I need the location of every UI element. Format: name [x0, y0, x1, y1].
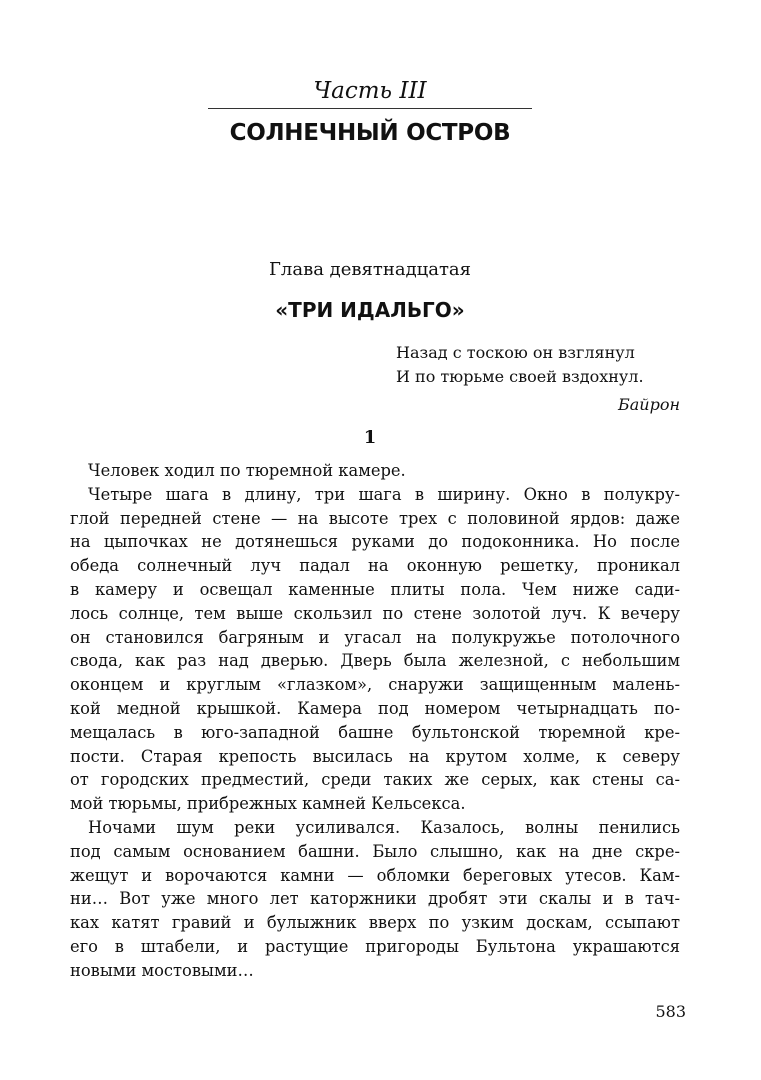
epigraph-line: И по тюрьме своей вздохнул.	[396, 367, 644, 386]
epigraph-line: Назад с тоскою он взглянул	[396, 343, 635, 362]
section-number: 1	[363, 427, 377, 448]
page-number: 583	[655, 1002, 686, 1021]
text-line: жещут и ворочаются камни — обломки береговых утесов. Кам-	[70, 865, 680, 885]
text-line: под самым основанием башни. Было слышно, как на дне скре-	[70, 841, 680, 861]
part-divider	[208, 108, 532, 109]
text-line: мой тюрьмы, прибрежных камней Кельсекса.	[70, 794, 466, 814]
text-line: ни… Вот уже много лет каторжники дробят эти скалы и в тач-	[70, 889, 680, 909]
chapter-label: Глава девятнадцатая	[268, 259, 472, 280]
text-line: он становился багряным и угасал на полукружье потолочного	[70, 627, 680, 647]
epigraph	[396, 341, 696, 389]
part-title: СОЛНЕЧНЫЙ ОСТРОВ	[229, 120, 511, 146]
epigraph-author: Байрон	[617, 395, 680, 414]
chapter-title: «ТРИ ИДАЛЬГО»	[275, 298, 465, 322]
text-line: его в штабели, и растущие пригороды Бультона украшаются	[70, 936, 680, 956]
text-line: Четыре шага в длину, три шага в ширину. Окно в полукру-	[88, 484, 680, 504]
text-line: ках катят гравий и булыжник вверх по узким доскам, ссыпают	[70, 913, 680, 933]
text-line: пости. Старая крепость высилась на крутом холме, к северу	[70, 746, 680, 766]
text-line: лось солнце, тем выше скользил по стене золотой луч. К вечеру	[70, 603, 680, 623]
text-line: оконцем и круглым «глазком», снаружи защищенным малень-	[70, 675, 680, 695]
text-line: в камеру и освещал каменные плиты пола. Чем ниже сади-	[70, 579, 680, 599]
text-line: Ночами шум реки усиливался. Казалось, волны пенились	[88, 817, 680, 837]
text-line: Человек ходил по тюремной камере.	[88, 461, 406, 480]
text-line: мещалась в юго-западной башне бультонской тюремной кре-	[70, 722, 680, 742]
part-label: Часть III	[313, 78, 427, 104]
body-text	[70, 459, 680, 983]
text-line: свода, как раз над дверью. Дверь была железной, с небольшим	[70, 651, 680, 671]
text-line: обеда солнечный луч падал на оконную решетку, проникал	[70, 556, 680, 576]
text-line: кой медной крышкой. Камера под номером четырнадцать по-	[70, 698, 680, 718]
text-line: новыми мостовыми…	[70, 960, 254, 980]
text-line: глой передней стене — на высоте трех с половиной ярдов: даже	[70, 508, 680, 528]
text-line: на цыпочках не дотянешься руками до подоконника. Но после	[70, 532, 680, 552]
text-line: от городских предместий, среди таких же серых, как стены са-	[70, 770, 680, 790]
